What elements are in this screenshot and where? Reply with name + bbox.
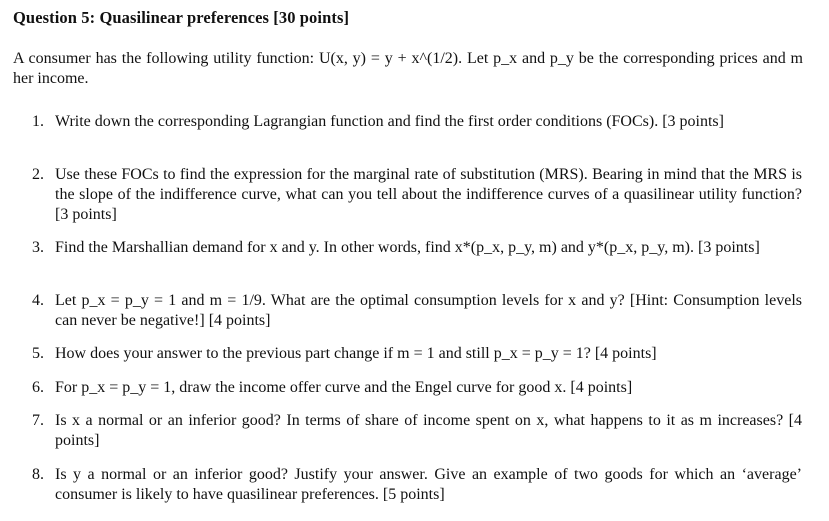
item-number: 3. [32,239,44,256]
item-number: 8. [32,466,44,483]
item-number: 2. [32,166,44,183]
item-text: Write down the corresponding Lagrangian function and find the first order conditions (FOCs). [3 points] [55,113,724,130]
item-text: Use these FOCs to find the expression for the marginal rate of substitution (MRS). Bearing in mind that the MRS is the slope of the indifference curve, what can you tell about the indifference curves of a quasilinear utility function? [3 points] [55,166,802,223]
item-number: 5. [32,345,44,362]
item-text: Let p_x = p_y = 1 and m = 1/9. What are the optimal consumption levels for x and y? [Hint: Consumption levels can never be negative!] [4 points] [55,292,802,329]
item-text: How does your answer to the previous part change if m = 1 and still p_x = p_y = 1? [4 points] [55,345,657,362]
item-text: For p_x = p_y = 1, draw the income offer curve and the Engel curve for good x. [4 points] [55,379,633,396]
item-number: 1. [32,113,44,130]
item-text: Find the Marshallian demand for x and y. In other words, find x*(p_x, p_y, m) and y*(p_x, p_y, m). [3 points] [55,239,760,256]
question-heading: Question 5: Quasilinear preferences [30 points] [13,8,350,27]
item-text: Is y a normal or an inferior good? Justify your answer. Give an example of two goods for which an ‘average’ consumer is likely to have quasilinear preferences. [5 points] [55,466,802,503]
question-intro: A consumer has the following utility function: U(x, y) = y + x^(1/2). Let p_x and p_y be the corresponding prices and m her income. [13,50,803,87]
item-number: 7. [32,412,44,429]
item-number: 4. [32,292,44,309]
item-text: Is x a normal or an inferior good? In terms of share of income spent on x, what happens to it as m increases? [4 points] [55,412,802,449]
item-number: 6. [32,379,44,396]
